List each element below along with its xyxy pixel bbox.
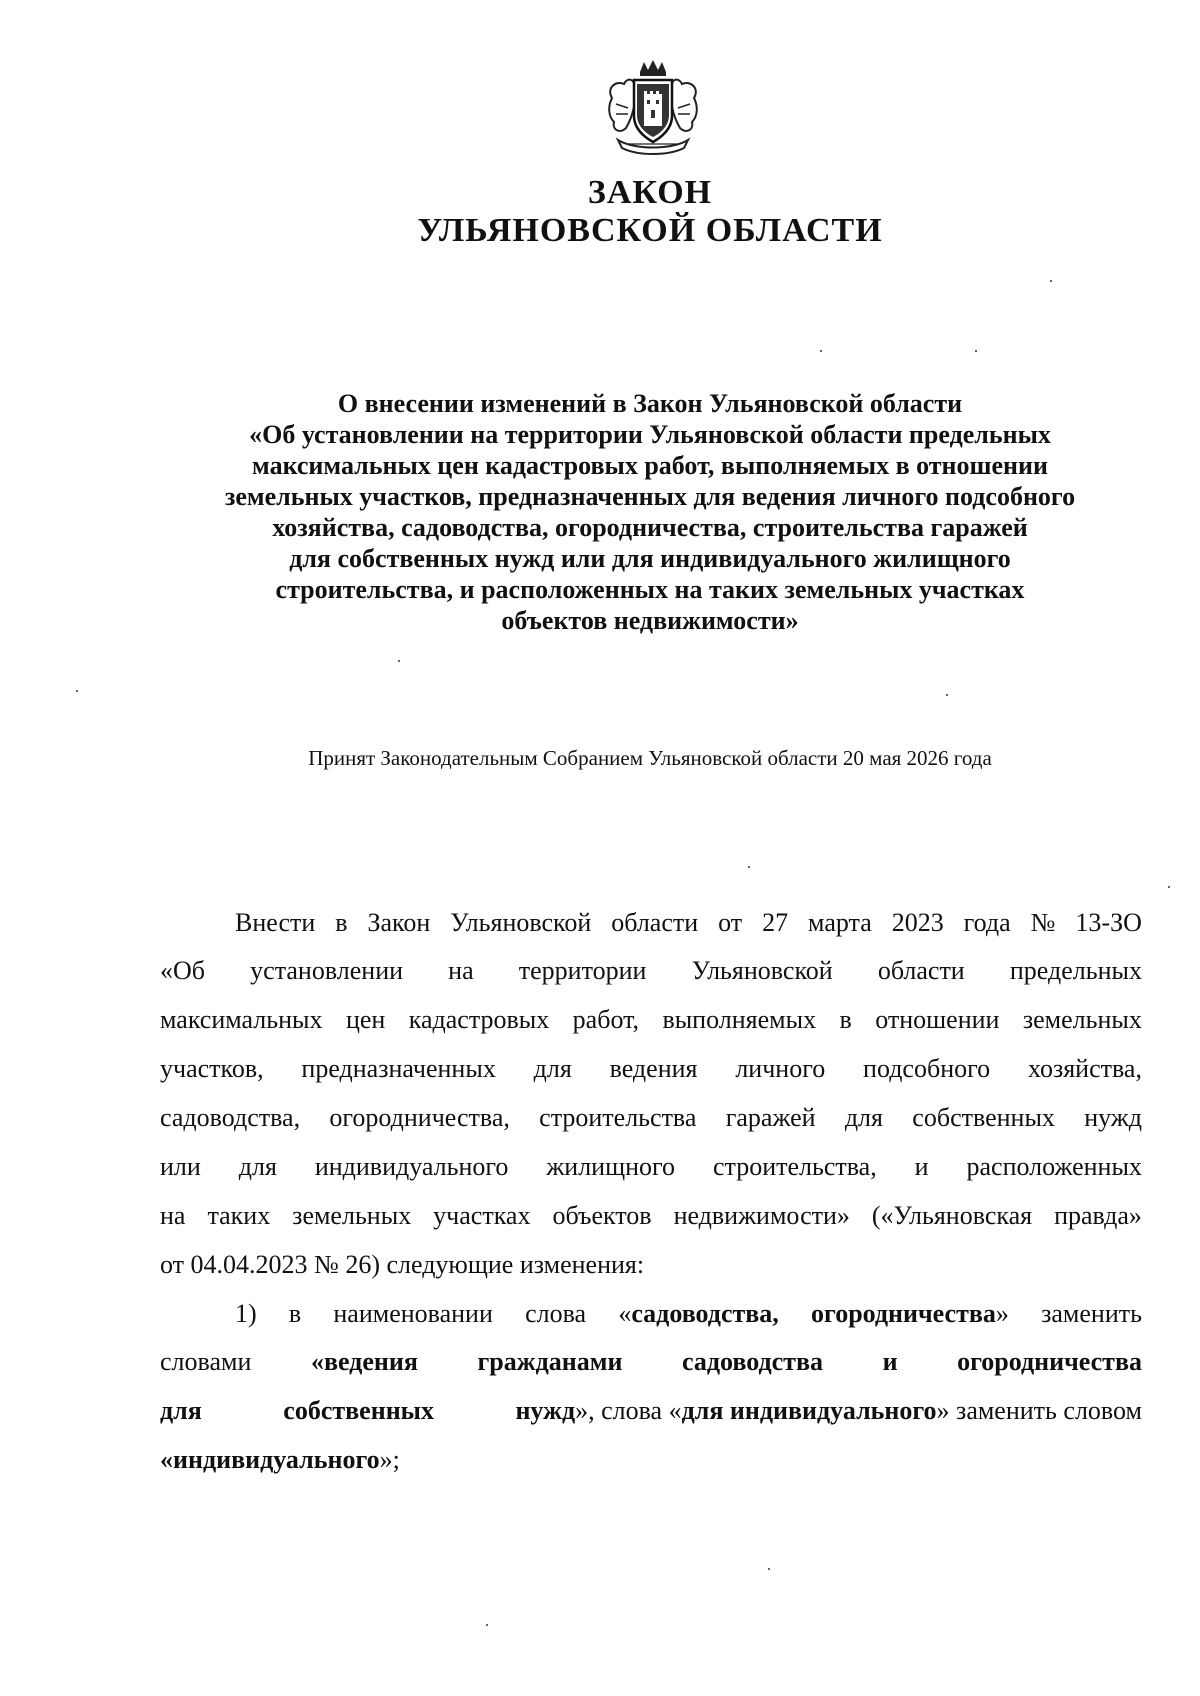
text-word: 2023 (891, 908, 944, 937)
scan-speck (748, 866, 750, 868)
text-word: отношении (875, 1005, 1000, 1034)
law-heading-line2: УЛЬЯНОВСКОЙ ОБЛАСТИ (417, 212, 883, 249)
text-word: для (238, 1152, 277, 1181)
text-word: таких (207, 1201, 271, 1230)
law-title-line: для собственных нужд или для индивидуального жилищного (289, 544, 1011, 573)
text-word: подсобного (863, 1054, 991, 1083)
text-word: участков, (160, 1054, 264, 1083)
bold-word: «ведения (310, 1347, 418, 1376)
law-title-line: хозяйства, садоводства, огородничества, строительства гаражей (272, 513, 1028, 542)
law-title-line: О внесении изменений в Закон Ульяновской области (337, 389, 963, 418)
bold-word: «индивидуального (160, 1445, 380, 1474)
text-word: для (533, 1054, 572, 1083)
text-word: строительства (539, 1103, 697, 1132)
text-word: земельных (1022, 1005, 1142, 1034)
scan-speck (398, 660, 400, 662)
quoted-phrase (515, 1393, 1142, 1429)
text-line (160, 1149, 1142, 1185)
quoted-phrase (618, 1296, 778, 1332)
text-word: слова (525, 1299, 587, 1328)
text-word: на (160, 1201, 186, 1230)
text-word: в (335, 908, 348, 937)
law-title-line: строительства, и расположенных на таких земельных участках (275, 575, 1025, 604)
text-word: расположенных (966, 1152, 1142, 1181)
text-word: установлении (250, 956, 404, 985)
text-word: земельных (292, 1201, 412, 1230)
scan-speck (486, 1624, 488, 1626)
coat-of-arms-icon (598, 58, 708, 158)
text-word: («Ульяновская (871, 1201, 1033, 1230)
text-word: Ульяновской (450, 908, 592, 937)
quoted-phrase (811, 1296, 1009, 1332)
bold-word: садоводства, (631, 1299, 779, 1328)
scan-speck (768, 1568, 770, 1570)
bold-word: огородничества (811, 1299, 996, 1328)
bold-word: для индивидуального (681, 1396, 937, 1425)
text-word: » заменить словом (936, 1396, 1142, 1425)
text-line (160, 1051, 1142, 1087)
text-word: на (448, 956, 474, 985)
text-word: 1) (235, 1299, 257, 1328)
text-word: или (160, 1152, 201, 1181)
law-title-line: объектов недвижимости» (501, 606, 799, 635)
scan-speck (820, 350, 822, 352)
text-word: 13-ЗО (1075, 908, 1142, 937)
text-word: »; (379, 1445, 400, 1474)
text-word: марта (808, 908, 872, 937)
bold-word: огородничества (957, 1347, 1142, 1376)
scan-speck (975, 350, 977, 352)
text-word: в (839, 1005, 852, 1034)
text-word: области (877, 956, 965, 985)
law-title-line: максимальных цен кадастровых работ, выполняемых в отношении (252, 451, 1048, 480)
text-word: для (844, 1103, 883, 1132)
text-line (160, 1002, 1142, 1038)
bold-word: и (882, 1347, 898, 1376)
text-word: жилищного (546, 1152, 676, 1181)
law-heading-line1: ЗАКОН (587, 174, 713, 211)
text-word: Внести (235, 908, 316, 937)
text-word: ведения (609, 1054, 698, 1083)
text-word: огородничества, (329, 1103, 510, 1132)
text-line (160, 1198, 1142, 1234)
bold-word: для (160, 1396, 202, 1425)
text-word: объектов (552, 1201, 652, 1230)
text-word: », слова « (575, 1396, 682, 1425)
coat-of-arms-emblem (598, 58, 708, 158)
text-word: в (288, 1299, 302, 1328)
text-word: и (914, 1152, 929, 1181)
scan-speck (1050, 280, 1052, 282)
text-word: Закон (367, 908, 431, 937)
text-word: выполняемых (662, 1005, 817, 1034)
quote-mark: « (618, 1299, 632, 1328)
text-word: кадастровых (408, 1005, 550, 1034)
text-word: наименовании (333, 1299, 493, 1328)
text-word: собственных (912, 1103, 1055, 1132)
text-word: работ, (572, 1005, 640, 1034)
text-line (235, 905, 1142, 941)
text-word: цен (345, 1005, 386, 1034)
scan-speck (1168, 886, 1170, 888)
text-word: от (718, 908, 743, 937)
text-word: строительства, (712, 1152, 877, 1181)
text-word: словами (160, 1347, 252, 1376)
text-word: участках (433, 1201, 531, 1230)
text-word: «Об (160, 956, 206, 985)
scan-speck (946, 694, 948, 696)
text-line (160, 1442, 1142, 1478)
text-word: предельных (1009, 956, 1142, 985)
text-word: правда» (1054, 1201, 1142, 1230)
text-word: гаражей (725, 1103, 816, 1132)
adoption-statement: Принят Законодательным Собранием Ульяновской области 20 мая 2026 года (308, 746, 992, 770)
text-line (160, 953, 1142, 989)
text-word: индивидуального (314, 1152, 509, 1181)
bold-word: нужд (515, 1396, 576, 1425)
text-word: недвижимости» (673, 1201, 850, 1230)
law-title (150, 388, 1150, 636)
text-line (160, 1100, 1142, 1136)
law-title-line: «Об установлении на территории Ульяновской области предельных (249, 420, 1051, 449)
text-word: нужд (1084, 1103, 1142, 1132)
text-word: предназначенных (301, 1054, 496, 1083)
quote-mark: » (995, 1299, 1009, 1328)
text-line (235, 1296, 1142, 1332)
text-word: Ульяновской (691, 956, 833, 985)
text-word: заменить (1041, 1299, 1142, 1328)
text-word: максимальных (160, 1005, 323, 1034)
text-word: садоводства, (160, 1103, 301, 1132)
text-line (160, 1393, 1142, 1429)
text-word: № (1030, 908, 1056, 937)
text-line: от 04.04.2023 № 26) следующие изменения: (160, 1250, 645, 1279)
text-word: личного (735, 1054, 826, 1083)
bold-word: садоводства (682, 1347, 823, 1376)
text-word: 27 (762, 908, 789, 937)
law-title-line: земельных участков, предназначенных для ведения личного подсобного (224, 482, 1076, 511)
text-word: территории (518, 956, 647, 985)
text-line (160, 1344, 1142, 1380)
text-word: области (611, 908, 699, 937)
text-word: хозяйства, (1027, 1054, 1142, 1083)
bold-word: гражданами (477, 1347, 623, 1376)
scan-speck (76, 690, 78, 692)
text-word: года (963, 908, 1011, 937)
bold-word: собственных (283, 1396, 434, 1425)
